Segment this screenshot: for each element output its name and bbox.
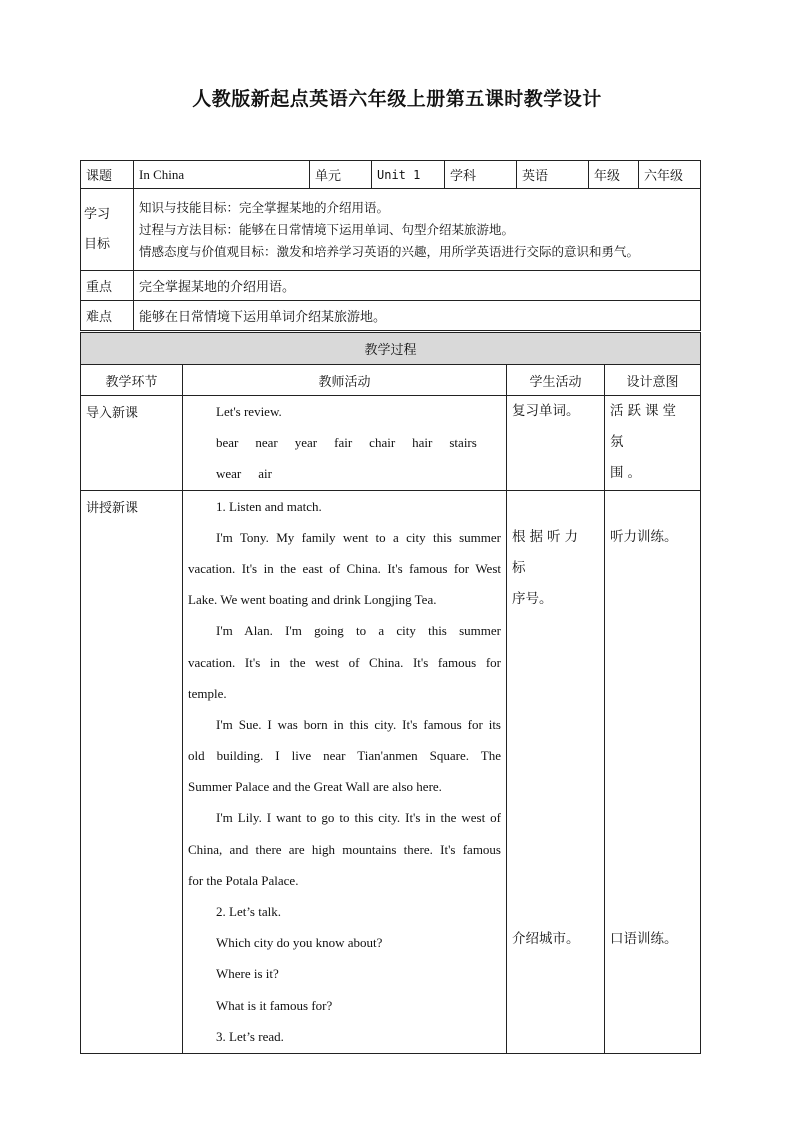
subject-value: 英语	[517, 161, 589, 189]
text-line: vacation. It's in the west of China. It's famous for	[188, 654, 501, 670]
teacher-activity-intro	[183, 396, 507, 491]
student-activity-listen-line2: 序号。	[512, 591, 553, 608]
word-item: chair	[369, 435, 396, 451]
grade-value: 六年级	[639, 161, 701, 189]
subject-label: 学科	[445, 161, 517, 189]
stage-intro: 导入新课	[81, 396, 183, 491]
intent-listening: 听力训练。	[610, 528, 678, 545]
intent-new	[605, 490, 701, 1053]
col-stage-header: 教学环节	[81, 365, 183, 396]
intent-speaking: 口语训练。	[610, 930, 678, 947]
topic-value: In China	[134, 161, 310, 189]
key-point-label: 重点	[81, 271, 134, 301]
goals-label	[81, 189, 134, 271]
goals-label-line1: 学习	[84, 206, 111, 222]
text-line: Which city do you know about?	[216, 935, 383, 951]
goal-attitude: 情感态度与价值观目标：激发和培养学习英语的兴趣，用所学英语进行交际的意识和勇气。	[139, 243, 640, 259]
table-row	[81, 490, 701, 1053]
text-line: I'm Tony. My family went to a city this summer	[216, 529, 501, 545]
info-table	[80, 160, 701, 331]
difficulty-value: 能够在日常情境下运用单词介绍某旅游地。	[134, 301, 701, 331]
student-activity-listen-line1: 根据听力标	[512, 528, 582, 576]
text-line: vacation. It's in the east of China. It's famous for West	[188, 560, 501, 576]
topic-label: 课题	[81, 161, 134, 189]
text-line: temple.	[188, 685, 227, 701]
text-line: What is it famous for?	[216, 997, 333, 1013]
word-item: year	[294, 435, 318, 451]
review-heading: Let's review.	[216, 404, 282, 419]
listen-match-heading: 1. Listen and match.	[216, 498, 322, 514]
teacher-activity-new	[183, 490, 507, 1053]
review-words	[188, 427, 501, 458]
intent-intro-line2: 围。	[610, 465, 645, 482]
student-activity-intro: 复习单词。	[507, 396, 605, 491]
col-teacher-header: 教师活动	[183, 365, 507, 396]
text-line: China, and there are high mountains there. It's famous	[188, 841, 501, 857]
difficulty-label: 难点	[81, 301, 134, 331]
text-line: Summer Palace and the Great Wall are also here.	[188, 779, 442, 795]
text-line: for the Potala Palace.	[188, 872, 299, 888]
key-point-value: 完全掌握某地的介绍用语。	[134, 271, 701, 301]
lets-talk-heading: 2. Let’s talk.	[216, 904, 281, 920]
unit-label: 单元	[310, 161, 372, 189]
text-line: Lake. We went boating and drink Longjing Tea.	[188, 592, 437, 608]
intent-intro	[605, 396, 701, 491]
lets-read-heading: 3. Let’s read.	[216, 1028, 284, 1044]
table-row	[81, 396, 701, 491]
intent-intro-line1: 活跃课堂氛	[610, 403, 680, 451]
student-activity-talk: 介绍城市。	[512, 931, 580, 948]
text-line: old building. I live near Tian'anmen Square. The	[188, 748, 501, 764]
col-intent-header: 设计意图	[605, 365, 701, 396]
grade-label: 年级	[589, 161, 639, 189]
process-header: 教学过程	[81, 333, 701, 365]
student-activity-new	[507, 490, 605, 1053]
goals-content	[134, 189, 701, 271]
text-line: I'm Lily. I want to go to this city. It's in the west of	[216, 810, 501, 826]
stage-new-lesson: 讲授新课	[81, 490, 183, 1053]
word-item: wear	[216, 466, 242, 482]
review-words-2	[188, 458, 501, 489]
goals-label-line2: 目标	[84, 236, 111, 252]
process-table	[80, 332, 701, 1054]
text-line: I'm Alan. I'm going to a city this summer	[216, 623, 501, 639]
text-line: Where is it?	[216, 966, 279, 982]
unit-value: Unit 1	[372, 161, 445, 189]
word-item: hair	[412, 435, 433, 451]
word-item: stairs	[449, 435, 477, 451]
goal-process: 过程与方法目标：能够在日常情境下运用单词、句型介绍某旅游地。	[139, 221, 515, 237]
word-item: air	[258, 466, 272, 482]
text-line: I'm Sue. I was born in this city. It's famous for its	[216, 716, 501, 732]
goal-knowledge: 知识与技能目标：完全掌握某地的介绍用语。	[139, 199, 390, 215]
word-item: bear	[216, 435, 239, 451]
page-title: 人教版新起点英语六年级上册第五课时教学设计	[192, 88, 602, 110]
col-student-header: 学生活动	[507, 365, 605, 396]
word-item: near	[255, 435, 278, 451]
word-item: fair	[334, 435, 353, 451]
